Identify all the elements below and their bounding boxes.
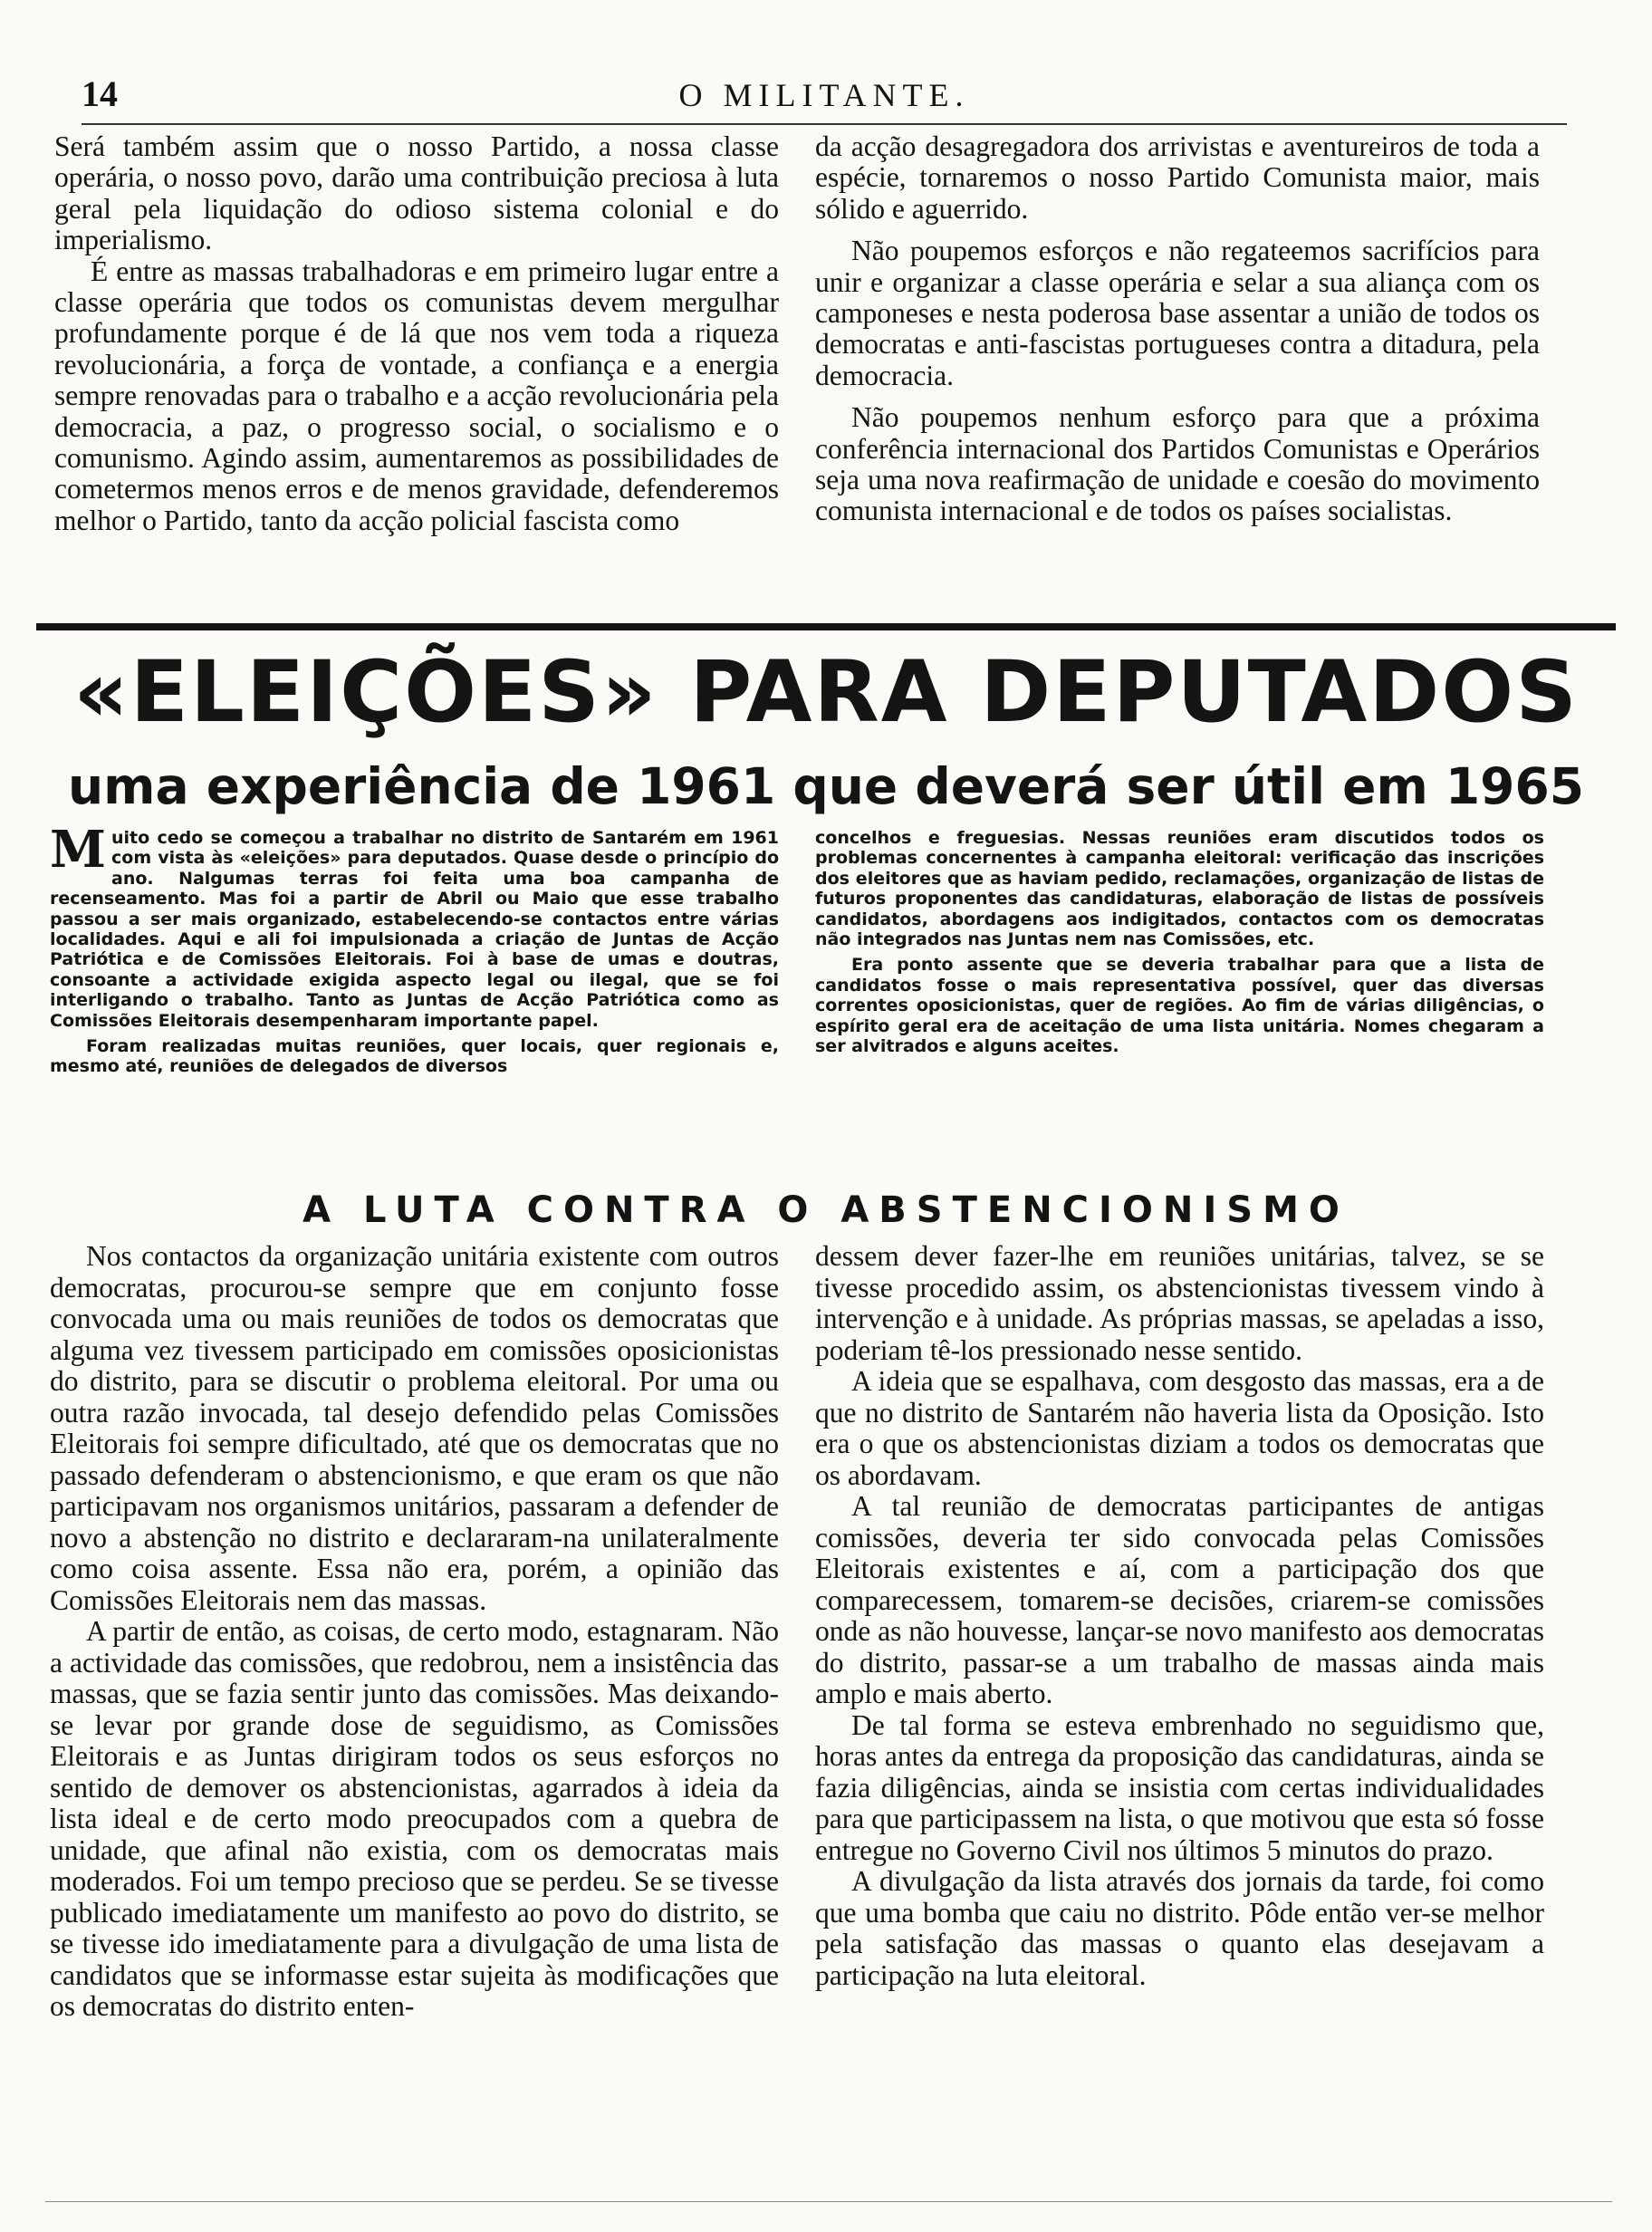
section-heading: A LUTA CONTRA O ABSTENCIONISMO bbox=[303, 1189, 1349, 1231]
article-subheadline: uma experiência de 1961 que deverá ser útil em 1965 bbox=[67, 757, 1584, 815]
paragraph: Nos contactos da organização unitária existente com outros democratas, procurou-se sempre que em conjunto fosse convocada uma ou mais reuniões de todos os democratas que alguma vez tivessem participado em comissões oposicionistas do distrito, para se discutir o problema eleitoral. Por uma ou outra razão invocada, tal desejo defendido pelas Comissões Eleitorais foi sempre dificultado, até que os democratas que no passado defenderam o abstencionismo, e que eram os que não participavam nos organismos unitários, passaram a defender de novo a abstenção no distrito e declararam-na unilateralmente como coisa assente. Essa não era, porém, a opinião das Comissões Eleitorais nem das massas. bbox=[50, 1240, 779, 1616]
article-headline: «ELEIÇÕES» PARA DEPUTADOS bbox=[73, 643, 1579, 742]
intro-column-left bbox=[50, 820, 779, 1077]
paragraph: Não poupemos nenhum esforço para que a próxima conferência internacional dos Partidos Comunistas e Operários seja uma nova reafirmação de unidade e coesão do movimento comunista internacional e de todos os países socialistas. bbox=[815, 401, 1540, 527]
article-divider-rule bbox=[36, 623, 1616, 630]
page-number: 14 bbox=[82, 73, 118, 114]
paragraph: concelhos e freguesias. Nessas reuniões eram discutidos todos os problemas concernentes à campanha eleitoral: verificação das inscrições dos eleitores que as haviam pedido, reclamações, organização de listas de futuros proponentes das candidaturas, elaboração de listas de possíveis candidatos, abordagens aos indigitados, contactos com os democratas não integrados nas Juntas nem nas Comissões, etc. bbox=[815, 828, 1544, 950]
paragraph: dessem dever fazer-lhe em reuniões unitárias, talvez, se se tivesse procedido assim, os abstencionistas tivessem vindo à intervenção e à unidade. As próprias massas, se apeladas a isso, poderiam tê-los pressionado nesse sentido. bbox=[815, 1240, 1544, 1366]
paragraph: Será também assim que o nosso Partido, a nossa classe operária, o nosso povo, darão uma contribuição preciosa à luta geral pela liquidação do odioso sistema colonial e do imperialismo. bbox=[54, 130, 779, 256]
intro-column-right bbox=[815, 828, 1544, 1056]
intro-paragraph-text: uito cedo se começou a trabalhar no distrito de Santarém em 1961 com vista às «eleições» para deputados. Quase desde o princípio do ano. Nalgumas terras foi feita uma boa campanha de recenseamento. Mas foi a partir de Abril ou Maio que esse trabalho passou a ser mais organizado, estabelecendo-se contactos entre várias localidades. Aqui e ali foi impulsionada a criação de Juntas de Acção Patriótica e de Comissões Eleitorais. Foi à base de umas e doutras, consoante a actividade exigida aspecto legal ou ilegal, que se foi interligando o trabalho. Tanto as Juntas de Acção Patriótica como as Comissões Eleitorais desempenharam importante papel. bbox=[50, 828, 779, 1031]
paragraph: A tal reunião de democratas participantes de antigas comissões, deveria ter sido convocada pelas Comissões Eleitorais existentes e aí, com a participação dos que comparecessem, tomarem-se decisões, criarem-se comissões onde as não houvesse, lançar-se novo manifesto aos democratas do distrito, passar-se a um trabalho de massas ainda mais amplo e mais aberto. bbox=[815, 1490, 1544, 1709]
paragraph: De tal forma se esteva embrenhado no seguidismo que, horas antes da entrega da proposição das candidaturas, ainda se fazia diligências, ainda se insistia com certas individualidades para que participassem na lista, o que motivou que esta só fosse entregue no Governo Civil nos últimos 5 minutos do prazo. bbox=[815, 1708, 1544, 1866]
paragraph: da acção desagregadora dos arrivistas e aventureiros de toda a espécie, tornaremos o nosso Partido Comunista maior, mais sólido e aguerrido. bbox=[815, 130, 1540, 225]
body-column-left bbox=[50, 1241, 779, 2023]
paragraph: É entre as massas trabalhadoras e em primeiro lugar entre a classe operária que todos os comunistas devem mergulhar profundamente porque é de lá que nos vem toda a riqueza revolucionária, a força de vontade, a confiança e a energia sempre renovadas para o trabalho e a acção revolucionária pela democracia, a paz, o progresso social, o socialismo e o comunismo. Agindo assim, aumentaremos as possibilidades de cometermos menos erros e de menos gravidade, defenderemos melhor o Partido, tanto da acção policial fascista como bbox=[54, 255, 779, 536]
body-column-right bbox=[815, 1241, 1544, 1991]
paragraph: A divulgação da lista através dos jornais da tarde, foi como que uma bomba que caiu no distrito. Pôde então ver-se melhor pela satisfação das massas o quanto elas desejavam a participação na luta eleitoral. bbox=[815, 1865, 1544, 1991]
header-rule bbox=[82, 123, 1567, 125]
intro-paragraph bbox=[50, 820, 779, 1031]
top-column-right bbox=[815, 131, 1540, 527]
journal-title: O MILITANTE. bbox=[678, 77, 970, 113]
running-head bbox=[82, 72, 1567, 120]
top-column-left bbox=[54, 131, 779, 536]
paragraph: Não poupemos esforços e não regateemos sacrifícios para unir e organizar a classe operária e selar a sua aliança com os camponeses e nesta poderosa base assentar a união de todos os democratas e anti-fascistas portugueses contra a ditadura, pela democracia. bbox=[815, 235, 1540, 391]
paragraph: A partir de então, as coisas, de certo modo, estagnaram. Não a actividade das comissões, que redobrou, nem a insistência das massas, que se fazia sentir junto das comissões. Mas deixando-se levar por grande dose de seguidismo, as Comissões Eleitorais e as Juntas dirigiram todos os seus esforços no sentido de demover os abstencionistas, agarrados à ideia da lista ideal e de certo modo preocupados com a quebra de unidade, que afinal não existia, com os democratas mais moderados. Foi um tempo precioso que se perdeu. Se se tivesse publicado imediatamente um manifesto ao povo do distrito, se se tivesse ido imediatamente para a divulgação de uma lista de candidatos que se informasse estar sujeita às modificações que os democratas do distrito enten- bbox=[50, 1615, 779, 2022]
paragraph: Foram realizadas muitas reuniões, quer locais, quer regionais e, mesmo até, reuniões de delegados de diversos bbox=[50, 1036, 779, 1077]
paragraph: A ideia que se espalhava, com desgosto das massas, era a de que no distrito de Santarém não haveria lista da Oposição. Isto era o que os abstencionistas diziam a todos os democratas que os abordavam. bbox=[815, 1365, 1544, 1491]
paragraph: Era ponto assente que se deveria trabalhar para que a lista de candidatos fosse o mais representativa possível, quer das diversas correntes oposicionistas, quer de regiões. Ao fim de várias diligências, o espírito geral era de aceitação de uma lista unitária. Nomes chegaram a ser alvitrados e alguns aceites. bbox=[815, 955, 1544, 1057]
page-bottom-rule bbox=[45, 2201, 1612, 2202]
drop-cap: M bbox=[50, 820, 106, 880]
